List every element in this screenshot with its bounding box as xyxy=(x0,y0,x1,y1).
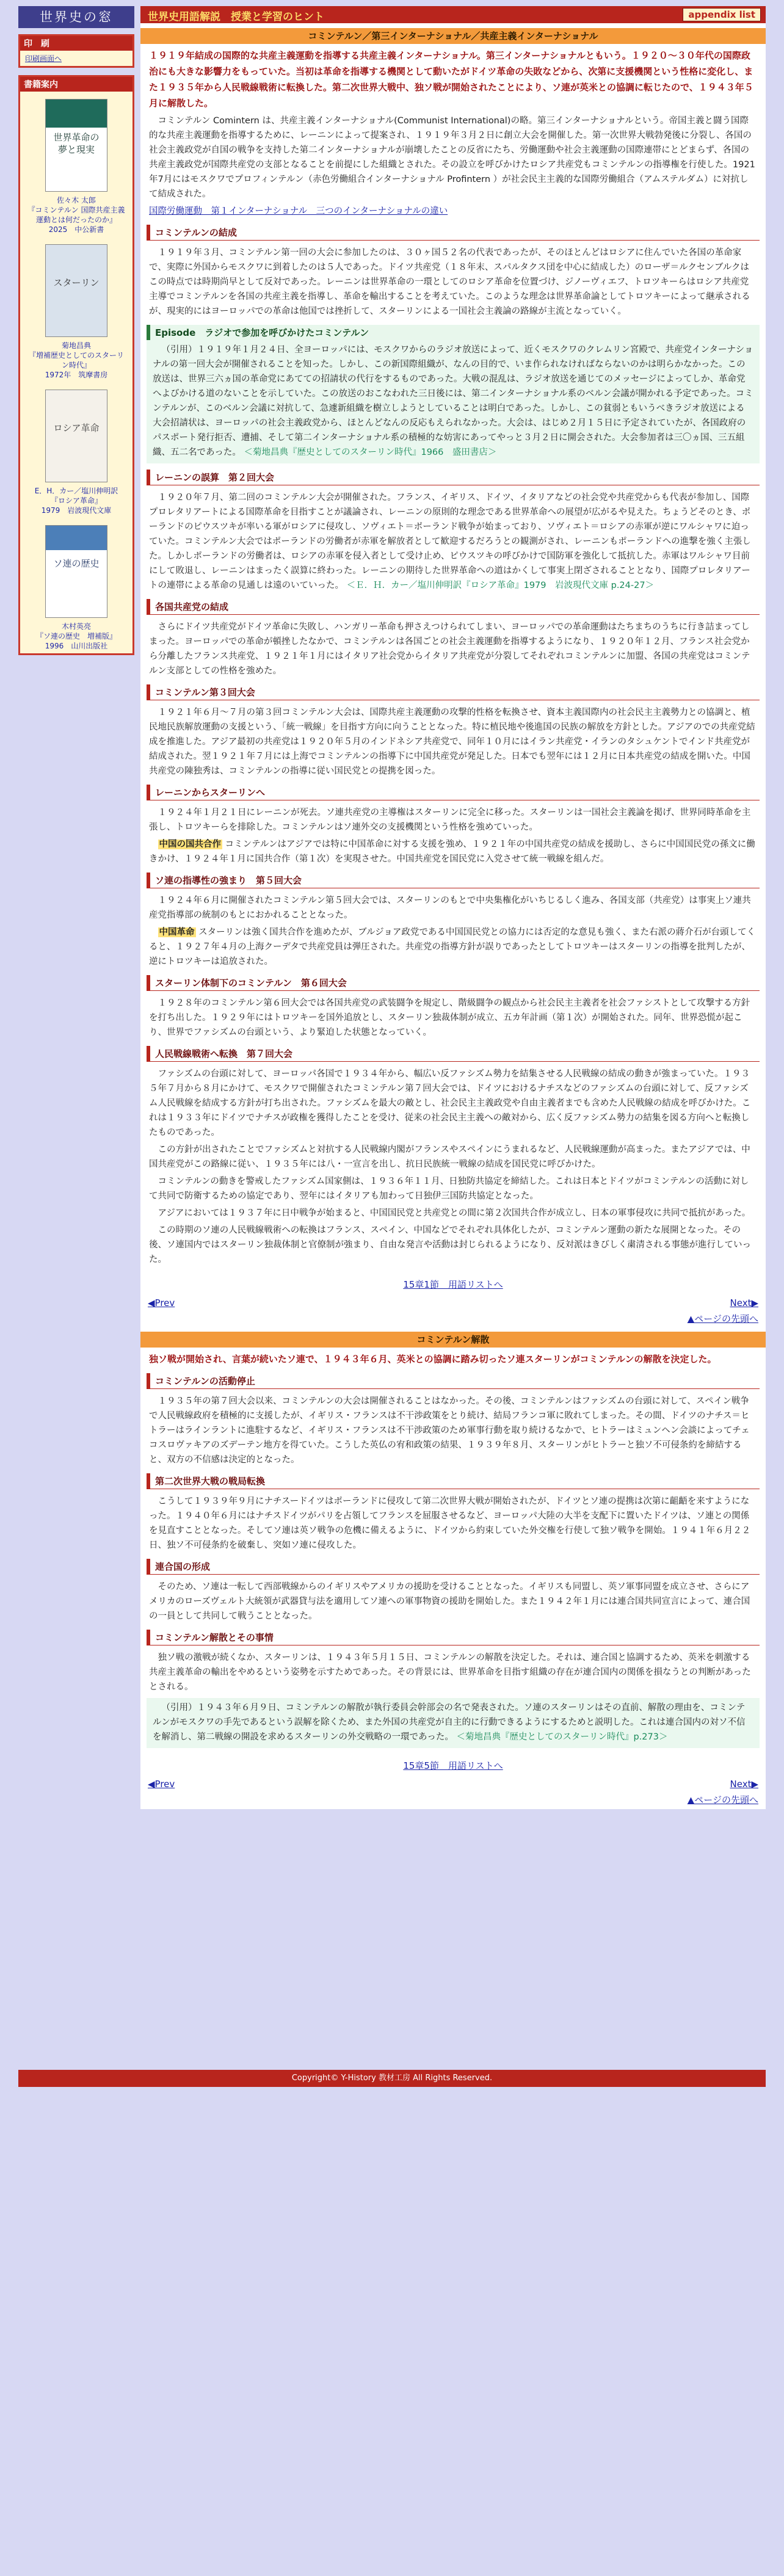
body-paragraph xyxy=(140,835,766,866)
body-paragraph xyxy=(140,923,766,969)
quote-text: （引用）１９４３年６月９日、コミンテルンの解散が執行委員会幹部会の名で発表された。ソ連のスターリンはその直前、解散の理由を、コミンテルンがモスクワの手先であるという誤解を除くため、また外国の共産党が自主的に行動できるようにするためと説明した。これは連合国内の対ソ不信を解消し、第二戦線の開設を求めるスターリンの外交戦略の一環であった。 xyxy=(153,1703,746,1742)
body-paragraph: アジアにおいては１９３７年に日中戦争が始まると、中国国民党と共産党との間に第２次国共合作が成立し、日本の軍事侵攻に共同で抵抗があった。 xyxy=(158,1208,751,1218)
subsection-heading: レーニンの誤算 第２回大会 xyxy=(147,470,760,485)
book-cover[interactable] xyxy=(45,525,107,618)
body-paragraph: この方針が出されたことでファシズムと対抗する人民戦線内閣がフランスやスペインにうまれるなど、人民戦線運動が高まった。またアジアでは、中国共産党がこの路線に従い、１９３５年には八・一宣言を出し、抗日民族統一戦線の結成を国民党に呼びかけた。 xyxy=(149,1145,750,1169)
book-caption: E．H．カー／塩川伸明訳 『ロシア革命』 1979 岩波現代文庫 xyxy=(34,487,118,515)
body-paragraph: １９２４年１月２１日にレーニンが死去。ソ連共産党の主導権はスターリンに完全に移った。スターリンは一国社会主義論を掲げ、世界同時革命を主張し、トロツキーらを排除した。コミンテルンはソ連外交の支援機関という性格を強めていった。 xyxy=(149,808,751,832)
highlight-label: 中国の国共合作 xyxy=(159,840,221,849)
subsection-heading: コミンテルンの結成 xyxy=(147,225,760,241)
quote-source[interactable]: ＜菊地昌典『歴史としてのスターリン時代』p.273＞ xyxy=(456,1732,668,1742)
body-text: スターリンは強く国共合作を進めたが、ブルジョア政党である中国国民党との協力には否定的な意見も強く、また右派の蔣介石が台頭してくると、１９２７年４月の上海クーデタで共産党員は弾圧された。共産党の指導方針が誤りであったとしてトロツキーはスターリンの指導を批判したが、逆にトロツキーは追放された。 xyxy=(149,927,756,967)
page-top-link[interactable]: ▲ページの先頭へ xyxy=(687,1313,758,1324)
site-logo[interactable]: 世界史の窓 xyxy=(18,6,134,28)
body-text: １９２０年７月、第二回のコミンテルン大会が開催された。フランス、イギリス、ドイツ、イタリアなどの社会党や共産党からも代表が参加し、国際プロレタリアートによる国際革命を目指すことが議論され、レーニンの原則的な理念である世界革命への展望が広がるや見えた。ちょうどそのとき、ポーランドのピウスツキが率いる軍がロシアに侵攻し、ソヴィエト＝ポーランド戦争が始まっており、ソヴィエト＝ロシアの赤軍が逆にワルシャワに迫っていた。コミンテルン大会ではポーランドの労働者が赤軍を解放者として歓迎するだろうとの観測がされ、レーニンもポーランドへの進撃を強く主張した。しかしポーランドの労働者は、ロシアの赤軍を侵入者として受け止め、ピウスツキの呼びかけで国防軍を強化して抵抗した。赤軍はワルシャワ目前にして敗退し、レーニンはまったく誤算に終わった。レーニンの期待した世界革命への道はかくして事実上閉ざされることとなり、国際プロレタリアートの連帯による革命の見通しは遠のいていった。 xyxy=(149,493,751,590)
body-paragraph: １９２４年６月に開催されたコミンテルン第５回大会では、スターリンのもとで中央集権化がいちじるしく進み、各国支部（共産党）は事実上ソ連共産党指導部の統制のもとにおかれることとなった。 xyxy=(149,896,751,920)
print-link[interactable]: 印刷画面へ xyxy=(25,54,62,63)
section-intro: １９１９年結成の国際的な共産主義運動を指導する共産主義インターナショナル。第三インターナショナルともいう。１９２０～３０年代の国際政治にも大きな影響力をもっていた。当初は革命を指導する機関として動いたがドイツ革命の失敗などから、次第に支援機関という性格に変化し、また１９３５年から人民戦線戦術に転換した。第二次世界大戦中、独ソ戦が開始されたことにより、ソ連が英米との協調に転じたので、１９４３年５月に解散した。 xyxy=(149,50,753,109)
book-item[interactable] xyxy=(20,382,132,518)
body-paragraph xyxy=(140,488,766,593)
body-paragraph: さらにドイツ共産党がドイツ革命に失敗し、ハンガリー革命も押さえつけられてしまい、ヨーロッパでの革命運動はたちまちのうちに行き詰まってしまった。ヨーロッパでの革命が頓挫したなかで、コミンテルンは各国ごとの社会主義運動を指導するようになり、１９２０年１２月、フランス社会党から分離したフランス共産党、１９２１年１月にはイタリア社会党からイタリア共産党が分裂してそれぞれコミンテルンに加盟、各国の共産党はコミンテルン支部としての性格を強めた。 xyxy=(149,622,750,676)
body-paragraph: 独ソ戦の激戦が続くなか、スターリンは、１９４３年５月１５日、コミンテルンの解散を決定した。それは、連合国と協調するため、英米を刺激する共産主義革命の輸出をやめるという姿勢を示すためであった。その背景には、世界革命を目指す組織の存在が連合国内の関係を損なうとの判断があったとされる。 xyxy=(149,1653,751,1692)
body-text: コミンテルンはアジアでは特に中国革命に対する支援を強め、１９２１年の中国共産党の結成を援助し、さらに中国国民党の孫文に働きかけ、１９２４年１月に国共合作（第１次）を実現させた。中国共産党を国民党に入党させて統一戦線を組んだ。 xyxy=(149,840,755,864)
body-paragraph: そのため、ソ連は一転して西部戦線からのイギリスやアメリカの援助を受けることとなった。イギリスも同盟し、英ソ軍事同盟を成立させ、さらにアメリカのローズヴェルト大統領が武器貸与法を適用してソ連への軍事物資の援助を開始した。また１９４２年１月には連合国共同宣言によって、連合国の一員として共同して戦うこととなった。 xyxy=(149,1582,750,1621)
section-title: コミンテルン／第三インターナショナル／共産主義インターナショナル xyxy=(140,28,766,44)
section-intro: 独ソ戦が開始され、言葉が続いたソ連で、１９４３年６月、英米との協調に踏み切ったソ連スターリンがコミンテルンの解散を決定した。 xyxy=(149,1354,717,1365)
book-caption: 佐々木 太郎 『コミンテルン 国際共産主義運動とは何だったのか』 2025 中公新書 xyxy=(27,196,125,234)
book-cover[interactable] xyxy=(45,99,107,192)
book-cover-title: スターリン xyxy=(53,277,100,288)
term-list-link[interactable]: 15章1節 用語リストへ xyxy=(403,1279,503,1290)
term-list-link[interactable]: 15章5節 用語リストへ xyxy=(403,1760,503,1771)
book-cover[interactable] xyxy=(45,390,107,482)
body-paragraph: コミンテルンの動きを警戒したファシズム国家側は、１９３６年１１月、日独防共協定を締結した。これは日本とドイツがコミンテルンの活動に対して共同で防衛するための協定であり、翌年にはイタリアも加わって日独伊三国防共協定となった。 xyxy=(149,1177,749,1201)
body-paragraph: １９２１年６月～７月の第３回コミンテルン大会は、国際共産主義運動の攻撃的性格を転換させ、資本主義国際内の社会民主主義勢力との協調と、植民地民族解放運動の支援という、「統一戦線」を目指す方向に向うこととなった。特に植民地や後進国の民族の解放を方針とした。アジアのでの共産党結成を推進した。アジア最初の共産党は１９２０年５月のインドネシア共産党で、同年１０月にはイラン共産党・イランのタシュケントでインド共産党が結成された。翌１９２１年７月には上海でコミンテルンの指導下に中国共産党が発足した。日本でも翌年には１２月に日本共産党の結成を開いた。中国共産党の陳独秀は、コミンテルンの指導に従い国民党との提携を図った。 xyxy=(149,708,755,776)
subsection-heading: 第二次世界大戦の戦局転換 xyxy=(147,1473,760,1489)
episode-text: （引用）１９１９年１月２４日、全ヨーロッパには、モスクワからのラジオ放送によって、近くモスクワのクレムリン宮殿で、共産党インターナショナルの第一回大会が開催されることを知った。しかし、この新国際組織が、なんの目的で、いま作られなければならないのかは明らかなかった。この放送は、世界三六ヵ国の革命党にあてての招請状の代行をするものであった。大戦の混乱は、ラジオ放送を通じてのメッセージによってしか、革命党へよびかける道のないことを示していた。この放送のおこなわれた三日後には、第二インターナショナル系のベルン会議が開かれる予定であった。コミンテルンが、このベルン会議に対抗して、急遽新組織を樹立しようとしていることは明白であった。しかし、この貧弱ともいうべきラジオ放送による大会招請状は、ヨーロッパの社会主義政党から、ほとんどなんの反応もえられなかった。大会は、はじめ２月１５日に予定されていたが、各国政府のパスポート発行拒否、遭捕、そして第二インターナショナル系の積極的な妨害にあってやっと３月２日に開会された。大会参加者は三〇ヵ国、三五組織、五二名であった。 xyxy=(153,345,753,457)
page-header xyxy=(140,6,766,23)
body-paragraph: この時期のソ連の人民戦線戦術への転換はフランス、スペイン、中国などでそれぞれ具体化したが、コミンテルン運動の新たな展開となった。その後、ソ連国内ではスターリン独裁体制と官僚制が強まり、自由な発言や活動は封じられるようになり、反対派はきびしく粛清される事態が進行していった。 xyxy=(149,1225,751,1264)
main-content xyxy=(140,6,766,1809)
book-cover-title: 世界革命の夢と現実 xyxy=(53,132,100,155)
highlight-label: 中国革命 xyxy=(159,927,195,937)
book-caption: 木村英亮 『ソ連の歴史 増補版』 1996 山川出版社 xyxy=(35,622,117,650)
page-title[interactable]: 世界史用語解説 授業と学習のヒント xyxy=(148,11,324,23)
subsection-heading: 人民戦線戦術へ転換 第７回大会 xyxy=(147,1046,760,1062)
body-paragraph: コミンテルン Comintern は、共産主義インターナショナル(Communist International)の略。第三インターナショナルという。帝国主義と闘う国際的な共産主義運動を指導するために、レーニンによって提案され、１９１９年３月２日に創立大会を開催した。第一次世界大戦勃発後に分裂し、各国の社会主義政党が自国の戦争を支持した第二インターナショナルが崩壊したことの反省にたち、労働運動や社会主義運動の国際連帯にとどまらず、各国の共産主義政党が国際共産党の支部となることを前提にした組織とされた。その設立を呼びかけたロシア共産党もコミンテルンの指導権を行使した。1921年7月にはモスクワでプロフィンテルン（赤色労働組合インターナショナル Profintern ）が社会民主主義的な国際労働組合（アムステルダム）に対抗して結成された。 xyxy=(149,116,755,199)
book-cover[interactable] xyxy=(45,244,107,337)
episode-body xyxy=(147,340,760,463)
episode-heading: Episode ラジオで参加を呼びかけたコミンテルン xyxy=(147,325,760,340)
book-cover-title: ソ連の歴史 xyxy=(53,558,100,569)
subsection-heading: ソ連の指導性の強まり 第５回大会 xyxy=(147,873,760,888)
body-paragraph: １９３５年の第７回大会以来、コミンテルンの大会は開催されることはなかった。その後、コミンテルンはファシズムの台頭に対して、スペイン戦争で人民戦線政府を積極的に支援したが、イギリス・フランスは不干渉政策をとり続け、結局フランコ軍に敗れてしまった。その間、ドイツのナチス＝ヒトラーはラインラントに進駐するなど、イギリス・フランスは不干渉政策のため軍事行動を取り続けるなかで、ヒトラーはミュンヘン会談によってチェコスロヴァキアのズデーテン地方を得ていた。こうした英仏の宥和政策の結果、１９３９年８月、スターリンがヒトラーと独ソ不可侵条約を締結すると、双方の不信感は決定的となった。 xyxy=(149,1396,750,1465)
body-paragraph: １９２８年のコミンテルン第６回大会では各国共産党の武装闘争を規定し、階級闘争の観点から社会民主主義者を社会ファシストとして攻撃する方針を打ち出した。１９２９年にはトロツキーを国外追放とし、スターリン独裁体制が成立、五カ年計画（第１次）が開始された。同年、世界恐慌が起こり、世界でファシズムの台頭という、より緊迫した状態となっていく。 xyxy=(149,998,750,1037)
book-item[interactable] xyxy=(20,237,132,382)
next-link[interactable]: Next▶ xyxy=(730,1297,758,1308)
print-box xyxy=(18,34,134,68)
book-caption: 菊地昌典 『増補歴史としてのスターリン時代』 1972年 筑摩書房 xyxy=(28,341,124,379)
books-box xyxy=(18,75,134,655)
body-paragraph: １９１９年３月、コミンテルン第一回の大会に参加したのは、３０ヶ国５２名の代表であったが、そのほとんどはロシアに住んでいた各国の革命家で、実際に外国からモスクワに到着したのは５人であった。ドイツ共産党（１８年末、スパルタクス団を中心に結成した）のローザ＝ルクセンブルクはこの時点では時期尚早として反対であった。レーニンは世界革命の一環としてのロシア革命を位置づけ、ジノーヴィエフ、トロツキーらはロシア共産党主導でコミンテルンを各国の共産主義を指導し、革命を輸出することを考えていた。このような理念は世界革命論としてトロツキーによって継承されるが、現実的にはヨーロッパでの革命は他国では挫折して、スターリンによる一国社会主義論の路線が主流となっていく。 xyxy=(149,248,750,316)
footer: Copyright© Y-History 教材工房 All Rights Reserved. xyxy=(18,2070,766,2087)
subsection-heading: コミンテルン第３回大会 xyxy=(147,684,760,700)
subsection-heading: スターリン体制下のコミンテルン 第６回大会 xyxy=(147,975,760,991)
book-item[interactable] xyxy=(20,518,132,653)
subsection-heading: レーニンからスターリンへ xyxy=(147,785,760,800)
subsection-heading: コミンテルン解散とその事情 xyxy=(147,1630,760,1645)
citation-source[interactable]: ＜Ｅ．Ｈ．カー／塩川伸明訳『ロシア革命』1979 岩波現代文庫 p.24-27＞ xyxy=(346,581,655,590)
next-link[interactable]: Next▶ xyxy=(730,1779,758,1790)
prev-link[interactable]: ◀Prev xyxy=(148,1297,175,1308)
quote-block xyxy=(147,1698,760,1748)
subsection-heading: コミンテルンの活動停止 xyxy=(147,1373,760,1389)
prev-link[interactable]: ◀Prev xyxy=(148,1779,175,1790)
body-paragraph: こうして１９３９年９月にナチスードイツはポーランドに侵攻して第二次世界大戦が開始されたが、ドイツとソ連の提携は次第に齟齬を来すようになった。１９４０年６月にはナチスドイツがパリを占領してフランスを屈服させるなど、ヨーロッパ大陸の大半を支配下に置いたドイツは、ソ連との関係を見直すこととなった。そしてソ連は英ソ戦争の危機に備えるように、ドイツから約束していた外交権を行使して独ソ戦争を開始。１９４１年６月２２日、独ソ不可侵条約を破棄し、突如ソ連に侵攻した。 xyxy=(149,1497,751,1550)
appendix-button[interactable]: appendix list xyxy=(683,8,761,21)
page-top-link[interactable]: ▲ページの先頭へ xyxy=(687,1794,758,1805)
section-nav xyxy=(140,1267,766,1327)
book-item[interactable] xyxy=(20,92,132,237)
body-paragraph: ファシズムの台頭に対して、ヨーロッパ各国で１９３４年から、幅広い反ファシズム勢力を結集させる人民戦線の結成の動きが強まっていた。１９３５年７月から８月にかけて、モスクワで開催されたコミンテルン第７回大会では、ドイツにおけるナチスなどのファシズムの台頭に対して、反ファシズム人民戦線を結成する方針が打ち出された。ファシズムを最大の敵とし、社会民主主義政党や自由主義者までも含めた人民戦線の結成を呼びかけた。これは１９３３年にドイツでナチスが政権を獲得したことを受け、従来の社会民主主義への敵対から、広く反ファシズム勢力の結集を図る方向へと転換したものであった。 xyxy=(149,1069,751,1137)
subsection-heading: 連合国の形成 xyxy=(147,1559,760,1575)
subsection-heading: 各国共産党の結成 xyxy=(147,599,760,615)
episode-source[interactable]: ＜菊地昌典『歴史としてのスターリン時代』1966 盛田書店＞ xyxy=(244,448,497,457)
book-cover-title: ロシア革命 xyxy=(53,423,100,434)
books-heading: 書籍案内 xyxy=(20,77,132,92)
section-nav xyxy=(140,1748,766,1809)
section-title: コミンテルン解散 xyxy=(140,1332,766,1348)
left-sidebar xyxy=(18,6,134,655)
print-heading: 印 刷 xyxy=(20,36,132,51)
related-links[interactable]: 国際労働運動 第１インターナショナル 三つのインターナショナルの違い xyxy=(149,206,448,216)
